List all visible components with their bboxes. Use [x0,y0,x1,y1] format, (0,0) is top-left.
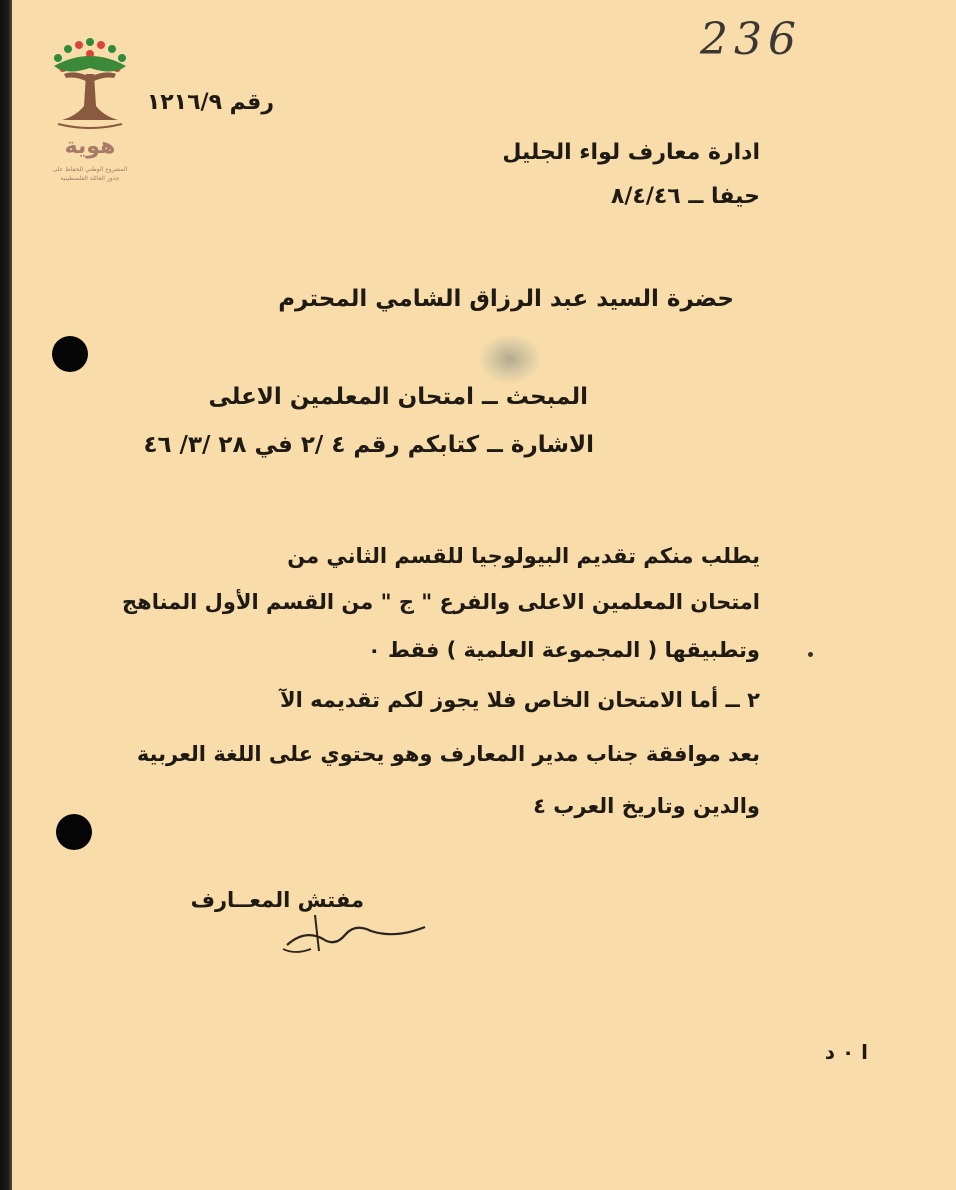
logo-name: هوية [64,134,116,159]
punch-hole-bottom [56,814,92,850]
tree-logo-icon [44,36,136,136]
ink-smudge [480,335,540,383]
logo-tagline-2: جذور العائلة الفلسطينية [60,175,120,182]
body-line-2: امتحان المعلمين الاعلى والفرع " ج " من القسم الأول المناهج [122,590,760,614]
page-number: 236 [700,14,802,65]
body-line-1: يطلب منكم تقديم البيولوجيا للقسم الثاني من [287,544,760,568]
punch-hole-top [52,336,88,372]
scan-edge [0,0,12,1190]
reference-line: الاشارة ــ كتابكم رقم ٤ /٢ في ٢٨ /٣/ ٤٦ [143,432,594,458]
margin-dot [808,652,813,657]
body-line-4: ٢ ــ أما الامتحان الخاص فلا يجوز لكم تقديمه الآ [280,688,760,712]
body-line-5: بعد موافقة جناب مدير المعارف وهو يحتوي على اللغة العربية [136,742,760,766]
handwritten-signature [275,905,435,960]
addressee-line: حضرة السيد عبد الرزاق الشامي المحترم [278,286,734,312]
place-date-line: حيفا ــ ٨/٤/٤٦ [610,184,760,209]
subject-line: المبحث ــ امتحان المعلمين الاعلى [208,384,588,410]
initials: ا ٠ د [824,1040,868,1064]
archive-logo [44,36,136,186]
reference-number: رقم ١٢١٦/٩ [146,90,274,115]
body-line-3: وتطبيقها ( المجموعة العلمية ) فقط ٠ [367,638,760,662]
sender-line: ادارة معارف لواء الجليل [502,140,760,165]
signature-title: مفتش المعــارف [190,888,364,912]
logo-tagline-1: المشروع الوطني للحفاظ على [52,166,128,173]
body-line-6: والدين وتاريخ العرب ٤ [533,794,760,818]
